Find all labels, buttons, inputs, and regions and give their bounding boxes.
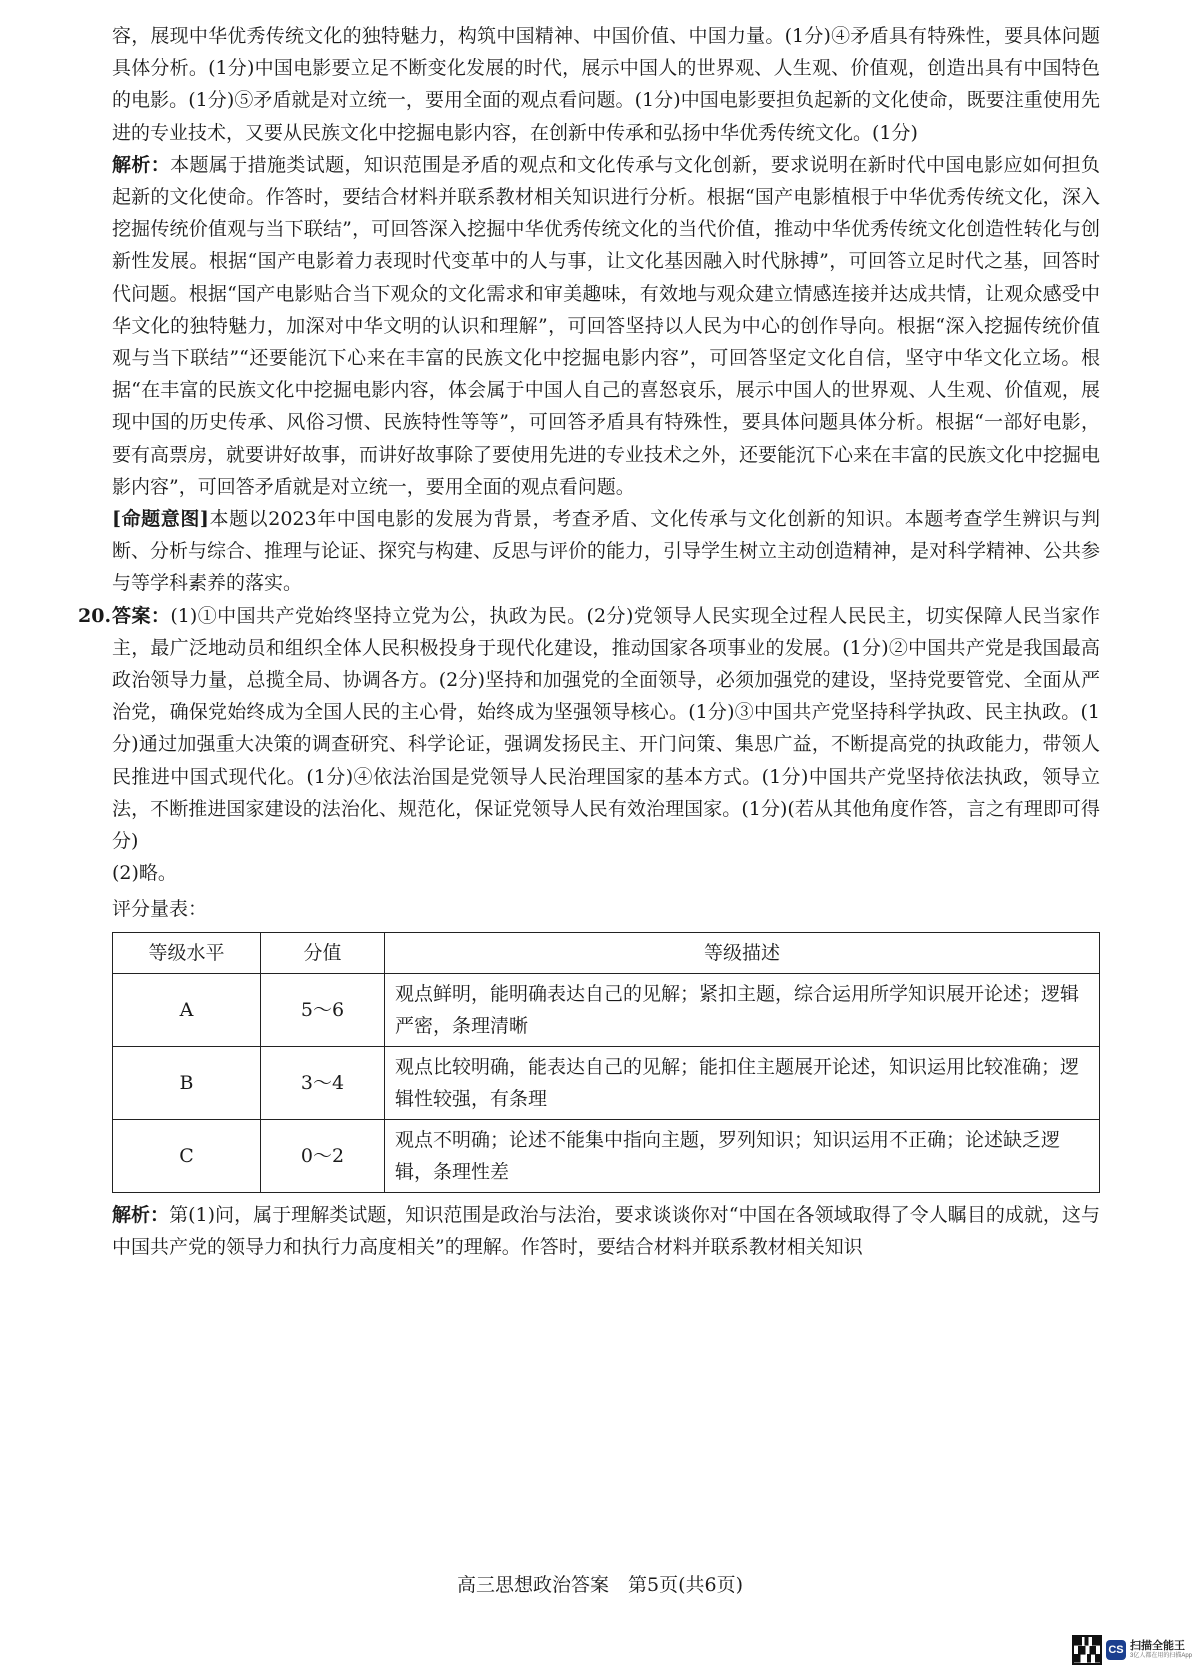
score-table-label: 评分量表： [112,898,208,921]
description-cell: 观点鲜明，能明确表达自己的见解；紧扣主题，综合运用所学知识展开论述；逻辑严密，条理清晰 [385,973,1100,1046]
scanner-app-name: 扫描全能王 [1129,1640,1185,1653]
level-cell: B [113,1046,261,1119]
analysis-text: 本题属于措施类试题，知识范围是矛盾的观点和文化传承与文化创新，要求说明在新时代中国电影应如何担负起新的文化使命。作答时，要结合材料并联系教材相关知识进行分析。根据“国产电影植根于中华优秀传统文化，深入挖掘传统价值观与当下联结”，可回答深入挖掘中华优秀传统文化的当代价值，推动中华优秀传统文化创造性转化与创新性发展。根据“国产电影着力表现时代变革中的人与事，让文化基因融入时代脉搏”，可回答立足时代之基，回答时代问题。根据“国产电影贴合当下观众的文化需求和审美趣味，有效地与观众建立情感连接并达成共情，让观众感受中华文化的独特魅力，加深对中华文明的认识和理解”，可回答坚持以人民为中心的创作导向。根据“深入挖掘传统价值观与当下联结”“还要能沉下心来在丰富的民族文化中挖掘电影内容”，可回答坚定文化自信，坚守中华文化立场。根据“在丰富的民族文化中挖掘电影内容，体会属于中国人自己的喜怒哀乐，展示中国人的世界观、人生观、价值观，展现中国的历史传承、风俗习惯、民族特性等等”，可回答矛盾具有特殊性，要具体问题具体分析。根据“一部好电影，要有高票房，就要讲好故事，而讲好故事除了要使用先进的专业技术之外，还要能沉下心来在丰富的民族文化中挖掘电影内容”，可回答矛盾就是对立统一，要用全面的观点看问题。 [112,153,1101,498]
score-cell: 5～6 [261,973,385,1046]
scanner-app-slogan: 3亿人都在用的扫描App [1129,1652,1192,1659]
header-level: 等级水平 [113,932,261,973]
header-description: 等级描述 [385,932,1100,973]
score-table-header-row [113,932,1100,973]
answer-label: 答案： [112,604,171,627]
description-cell: 观点比较明确，能表达自己的见解；能扣住主题展开论述，知识运用比较准确；逻辑性较强，有条理 [385,1046,1100,1119]
scanner-text [1130,1641,1192,1659]
qr-code-icon [1072,1635,1102,1665]
level-cell: C [113,1119,261,1192]
score-cell: 0～2 [261,1119,385,1192]
intent-label: [命题意图] [112,508,209,531]
analysis-19 [112,149,1100,503]
answer-text: (1)①中国共产党始终坚持立党为公，执政为民。(2分)党领导人民实现全过程人民民主，切实保障人民当家作主，最广泛地动员和组织全体人民积极投身于现代化建设，推动国家各项事业的发展。(1分)②中国共产党是我国最高政治领导力量，总揽全局、协调各方。(2分)坚持和加强党的全面领导，必须加强党的建设，坚持党要管党、全面从严治党，确保党始终成为全国人民的主心骨，始终成为坚强领导核心。(1分)③中国共产党坚持科学执政、民主执政。(1分)通过加强重大决策的调查研究、科学论证，强调发扬民主、开门问策、集思广益，不断提高党的执政能力，带领人民推进中国式现代化。(1分)④依法治国是党领导人民治理国家的基本方式。(1分)中国共产党坚持依法执政，领导立法，不断推进国家建设的法治化、规范化，保证党领导人民有效治理国家。(1分)(若从其他角度作答，言之有理即可得分) [112,604,1100,853]
intro-paragraph: 容，展现中华优秀传统文化的独特魅力，构筑中国精神、中国价值、中国力量。(1分)④矛盾具有特殊性，要具体问题具体分析。(1分)中国电影要立足不断变化发展的时代，展示中国人的世界观、人生观、价值观，创造出具有中国特色的电影。(1分)⑤矛盾就是对立统一，要用全面的观点看问题。(1分)中国电影要担负起新的文化使命，既要注重使用先进的专业技术，又要从民族文化中挖掘电影内容，在创新中传承和弘扬中华优秀传统文化。(1分) [112,25,1100,144]
answer-part2: (2)略。 [112,862,177,885]
analysis-20 [112,1199,1100,1263]
analysis-label: 解析： [112,153,171,176]
table-row [113,973,1100,1046]
camscanner-logo-icon: CS [1106,1640,1126,1660]
analysis-label: 解析： [112,1203,170,1226]
question-number: 20. [78,604,112,627]
description-cell: 观点不明确；论述不能集中指向主题，罗列知识；知识运用不正确；论述缺乏逻辑，条理性差 [385,1119,1100,1192]
question-20 [78,600,1100,1263]
page-content [78,20,1101,1263]
intent-text: 本题以2023年中国电影的发展为背景，考查矛盾、文化传承与文化创新的知识。本题考查学生辨识与判断、分析与综合、推理与论证、探究与构建、反思与评价的能力，引导学生树立主动创造精神，是对科学精神、公共参与等学科素养的落实。 [112,508,1101,595]
level-cell: A [113,973,261,1046]
table-row [113,1119,1100,1192]
table-row [113,1046,1100,1119]
score-cell: 3～4 [261,1046,385,1119]
intent-19 [112,503,1100,600]
score-table [112,932,1100,1193]
analysis-text: 第(1)问，属于理解类试题，知识范围是政治与法治，要求谈谈你对“中国在各领域取得了令人瞩目的成就，这与中国共产党的领导力和执行力高度相关”的理解。作答时，要结合材料并联系教材相关知识 [112,1203,1100,1258]
page-footer: 高三思想政治答案 第5页(共6页) [456,1574,743,1596]
header-score: 分值 [261,932,385,973]
scanner-watermark [1072,1635,1192,1665]
answer-20 [112,600,1100,858]
